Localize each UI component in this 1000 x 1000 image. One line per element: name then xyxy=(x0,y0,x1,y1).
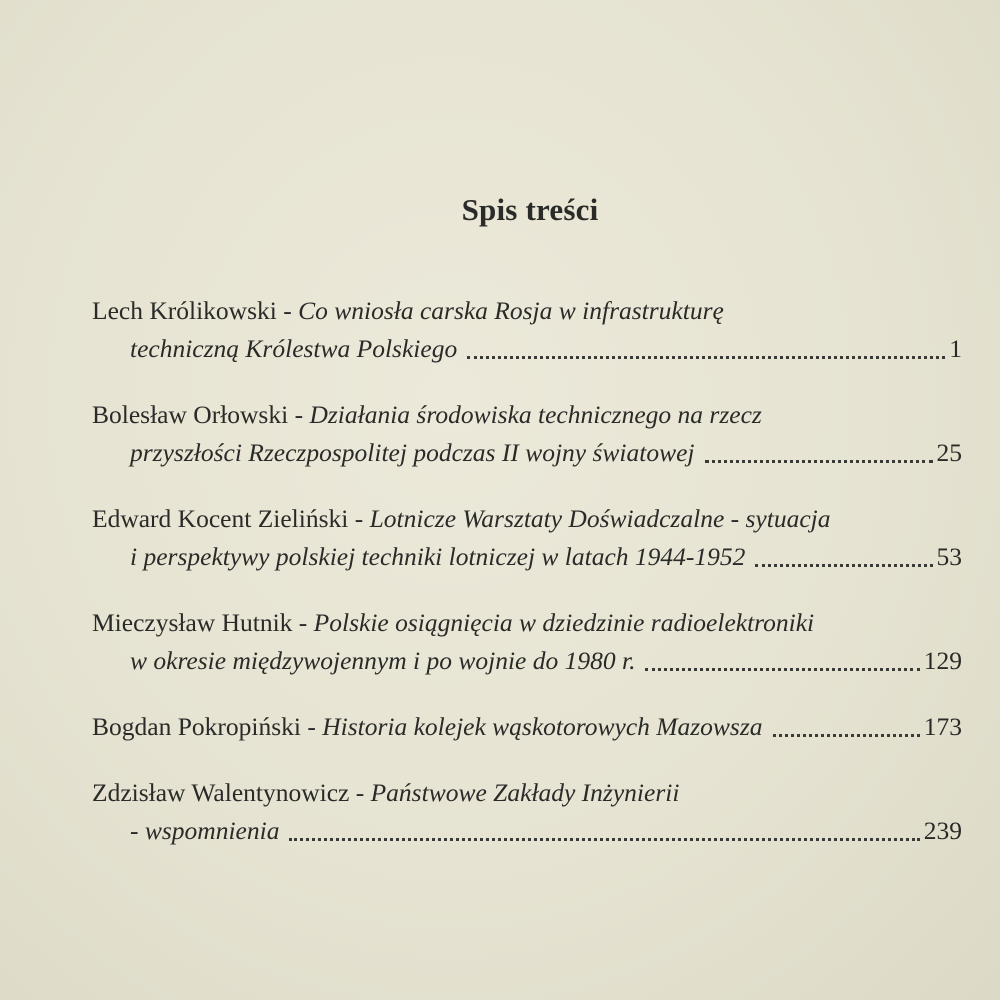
toc-entry-line xyxy=(92,642,962,680)
entry-author: Bogdan Pokropiński xyxy=(92,712,301,741)
entry-title-continued: w okresie międzywojennym i po wojnie do 1980 r. xyxy=(130,646,636,675)
entry-page-number: 173 xyxy=(923,712,962,741)
toc-entry-line xyxy=(92,396,962,434)
entry-page-number: 239 xyxy=(923,816,962,845)
toc-entry xyxy=(92,292,962,368)
toc-entry-line xyxy=(92,434,962,472)
entry-title: Historia kolejek wąskotorowych Mazowsza xyxy=(322,712,763,741)
entry-author: Bolesław Orłowski xyxy=(92,400,289,429)
dot-leader xyxy=(755,544,932,567)
dot-leader xyxy=(773,714,920,737)
entry-separator: - xyxy=(292,608,314,637)
toc-entry xyxy=(92,604,962,680)
entry-author: Lech Królikowski xyxy=(92,296,277,325)
dot-leader xyxy=(467,336,945,359)
dot-leader xyxy=(645,648,919,671)
entry-title: Polskie osiągnięcia w dziedzinie radioelektroniki xyxy=(313,608,815,637)
toc-entry-line xyxy=(92,604,962,642)
entry-title: Co wniosła carska Rosja w infrastrukturę xyxy=(298,296,724,325)
entry-author: Zdzisław Walentynowicz xyxy=(92,778,350,807)
entry-author: Edward Kocent Zieliński xyxy=(92,504,349,533)
entry-title-continued: i perspektywy polskiej techniki lotniczej w latach 1944-1952 xyxy=(130,542,746,571)
dot-leader xyxy=(289,818,919,841)
toc-entry-line xyxy=(92,708,962,746)
toc-entry xyxy=(92,396,962,472)
entry-author: Mieczysław Hutnik xyxy=(92,608,293,637)
toc-entry-line xyxy=(92,500,962,538)
dot-leader xyxy=(705,440,933,463)
entry-title-continued: przyszłości Rzeczpospolitej podczas II wojny światowej xyxy=(130,438,695,467)
entry-title-continued: - wspomnienia xyxy=(130,816,280,845)
toc-list xyxy=(92,292,962,878)
entry-page-number: 1 xyxy=(949,334,962,363)
toc-entry xyxy=(92,774,962,850)
entry-separator: - xyxy=(349,778,371,807)
entry-page-number: 53 xyxy=(936,542,962,571)
entry-separator: - xyxy=(348,504,370,533)
entry-separator: - xyxy=(300,712,323,741)
toc-heading: Spis treści xyxy=(461,192,599,227)
toc-entry-line xyxy=(92,292,962,330)
toc-entry-line xyxy=(92,774,962,812)
toc-entry xyxy=(92,500,962,576)
entry-page-number: 129 xyxy=(923,646,962,675)
entry-title: Działania środowiska technicznego na rzecz xyxy=(309,400,762,429)
entry-title-continued: techniczną Królestwa Polskiego xyxy=(130,334,458,363)
entry-separator: - xyxy=(276,296,299,325)
toc-entry-line xyxy=(92,538,962,576)
entry-separator: - xyxy=(288,400,310,429)
toc-entry-line xyxy=(92,330,962,368)
entry-title: Państwowe Zakłady Inżynierii xyxy=(370,778,680,807)
toc-entry-line xyxy=(92,812,962,850)
toc-entry xyxy=(92,708,962,746)
entry-page-number: 25 xyxy=(936,438,962,467)
entry-title: Lotnicze Warsztaty Doświadczalne - sytuacja xyxy=(369,504,831,533)
